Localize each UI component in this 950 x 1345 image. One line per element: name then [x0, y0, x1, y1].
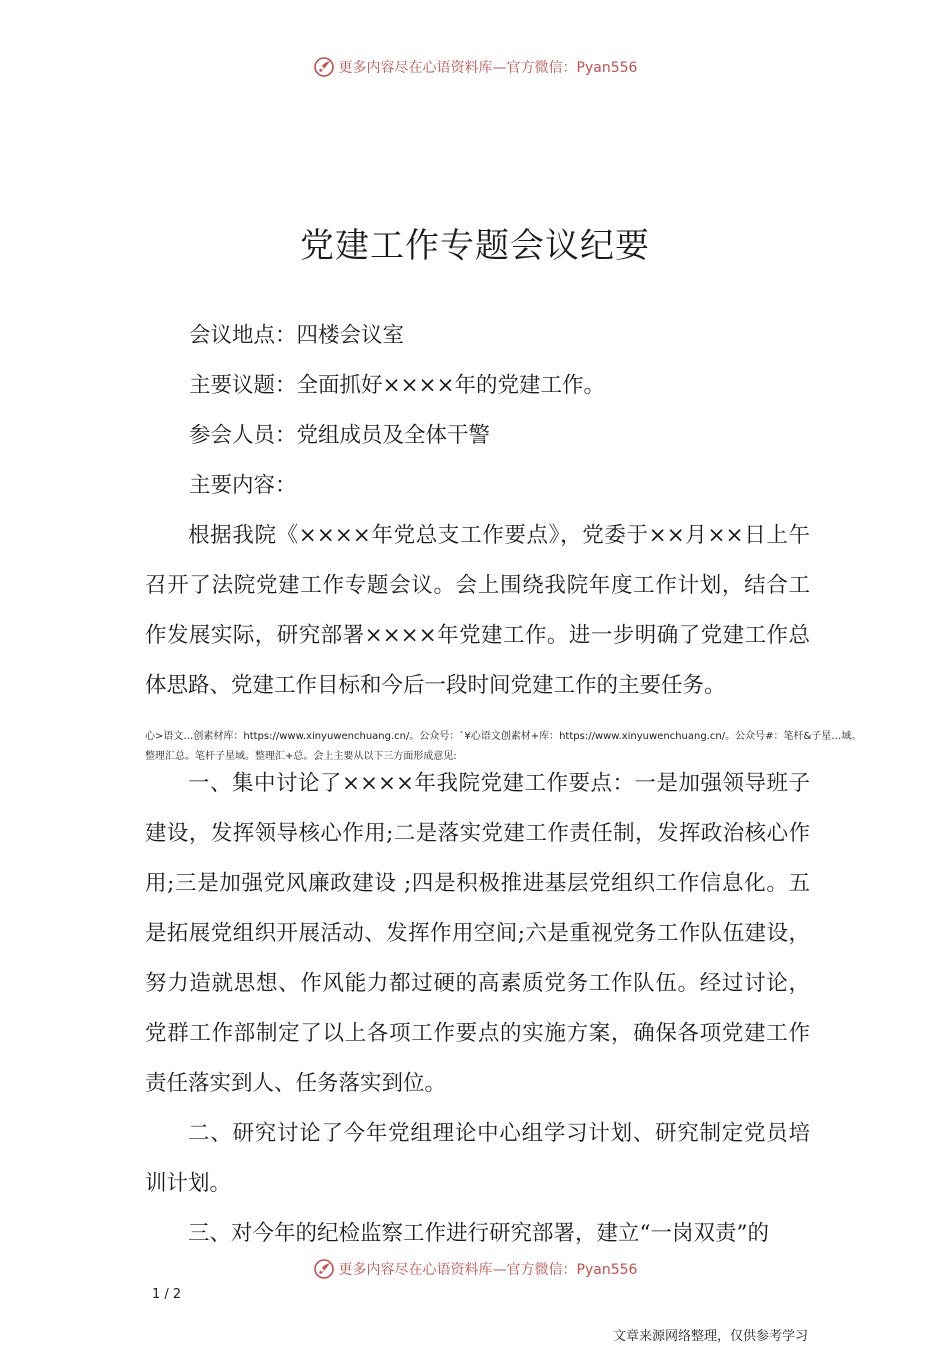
document-title: 党建工作专题会议纪要 [300, 226, 650, 266]
main-content-label: 主要内容： [189, 473, 297, 498]
banner-text: 更多内容尽在心语资料库—官方微信：Pyan556 [338, 1262, 638, 1278]
paragraph-one: 一、集中讨论了××××年我院党建工作要点：一是加强领导班子建设，发挥领导核心作用;二是落实党建工作责任制，发挥政治核心作用;三是加强党风廉政建设 ;四是积极推进基层党组织工作信息化。五是拓展党组织开展活动、发挥作用空间;六是重视党务工作队伍建设，努力造就思想、作风能力都过硬的高素质党务工作队伍。经过讨论，党群工作部制定了以上各项工作要点的实施方案，确保各项党建工作责任落实到人、任务落实到位。 [145, 771, 810, 1096]
meeting-location: 会议地点：四楼会议室 [189, 323, 405, 348]
brush-logo-icon [313, 56, 335, 78]
header-banner [0, 56, 950, 78]
paragraph-three: 三、对今年的纪检监察工作进行研究部署，建立“一岗双责”的 [188, 1221, 769, 1246]
banner-text: 更多内容尽在心语资料库—官方微信：Pyan556 [338, 60, 638, 76]
brush-logo-icon [313, 1258, 335, 1280]
footer-banner [0, 1258, 950, 1280]
paragraph-two: 二、研究讨论了今年党组理论中心组学习计划、研究制定党员培训计划。 [145, 1121, 810, 1196]
main-topic: 主要议题：全面抓好××××年的党建工作。 [189, 373, 606, 398]
paragraph-intro: 根据我院《××××年党总支工作要点》，党委于××月××日上午召开了法院党建工作专题会议。会上围绕我院年度工作计划，结合工作发展实际，研究部署××××年党建工作。进一步明确了党建工作总体思路、党建工作目标和今后一段时间党建工作的主要任务。 [145, 523, 810, 698]
source-note: 文章来源网络整理，仅供参考学习 [612, 1329, 808, 1344]
page-number: 1 / 2 [152, 1287, 182, 1302]
attendees: 参会人员：党组成员及全体干警 [189, 423, 491, 448]
small-note-line-1: 心>语文…创素材库：https://www.xinyuwenchuang.cn/。公众号：`¥心语文创素材+库：https://www.xinyuwenchuang.cn/。公众号#：笔杆&子星…域。 [145, 731, 862, 742]
small-note-line-2: 整理汇总。笔杆子星域。整理汇+总。会上主要从以下三方面形成意见: [145, 751, 457, 762]
